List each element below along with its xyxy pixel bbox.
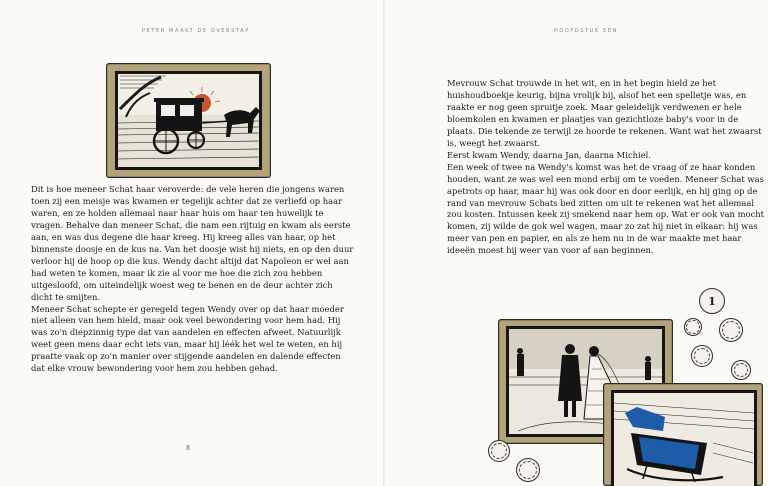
running-header-right: HOOFDSTUK EEN — [554, 28, 618, 34]
baby-cradle-icon — [603, 383, 763, 486]
cradle-illustration — [603, 383, 763, 486]
paragraph: Een week of twee na Wendy's komst was het de vraag of ze haar konden houden, want ze was wel een mond erbij om te voeden. Meneer Schat was apetrots op haar, maar hij was ook door en door eerlijk, en hij ging op de rand van mevrouw Schats bed zitten om uit te rekenen wat het allemaal zou kosten. Intussen keek zij smekend naar hem op. Wat er ook van mocht komen, zij wilde de gok wel wagen, maar zo zat hij niet in elkaar: hij was meer van pen en papier, en als ze hem nu in de war maakte met haar ideeën moest hij weer van voor af aan beginnen. — [447, 161, 765, 256]
page-number: 8 — [186, 445, 190, 452]
paragraph: Mevrouw Schat trouwde in het wit, en in het begin hield ze het huishoudboekje keurig, bijna vrolijk bij, alsof het een spelletje was, en raakte er nog geen spruitje zoek. Maar geleidelijk verdwenen er hele bloemkolen en kwamen er plaatjes van gezichtloze baby's voor in de plaats. Die tekende ze terwijl ze hoorde te rekenen. Want wat het zwaarst is, weegt het zwaarst. — [447, 78, 762, 148]
paragraph: Dit is hoe meneer Schat haar veroverde: de vele heren die jongens waren toen zij een meisje was kwamen er tegelijk achter dat ze verliefd op haar waren, en ze holden allemaal naar haar huis om haar ten huwelijk te vragen. Behalve dan meneer Schat, die nam een rijtuig en kwam als eerste aan, en was dus degene die haar kreeg. Hij kreeg alles van haar, op het binnenste doosje en de kus na. Van het doosje wist hij niets, en op den duur verloor hij de hoop op die kus. Wendy dacht altijd dat Napoleon er wel aan had weten te komen, maar ik zie al voor me hoe die zich zou hebben uitgesloofd, om uiteindelijk woest weg te benen en de deur achter zich dicht te smijten. — [31, 184, 354, 302]
coin-icon — [488, 440, 510, 462]
coin-icon — [684, 318, 702, 336]
right-body-text — [447, 78, 765, 257]
right-page — [384, 0, 768, 486]
carriage-illustration — [106, 63, 271, 178]
coin-value: 1 — [708, 294, 716, 308]
coin-icon — [699, 288, 725, 314]
left-body-text — [31, 184, 354, 375]
paragraph: Eerst kwam Wendy, daarna Jan, daarna Michiel. — [447, 149, 651, 160]
coin-icon — [719, 318, 743, 342]
coin-icon — [731, 360, 751, 380]
running-header-left: PETER MAAKT DE OVERSTAP — [142, 28, 250, 34]
coin-icon — [691, 345, 713, 367]
paragraph: Meneer Schat schepte er geregeld tegen Wendy over op dat haar moeder niet alleen van hem hield, maar ook veel bewondering voor hem had. Hij was zo'n diepzinnig type dat van aandelen en effecten afweet. Natuurlijk weet geen mens daar echt iets van, maar hij léék het wel te weten, en hij praatte vaak op zo'n manier over stijgende aandelen en dalende effecten dat elke vrouw bewondering voor hem zou hebben gehad. — [31, 303, 344, 374]
horse-carriage-icon — [106, 63, 271, 178]
coin-icon — [516, 458, 540, 482]
